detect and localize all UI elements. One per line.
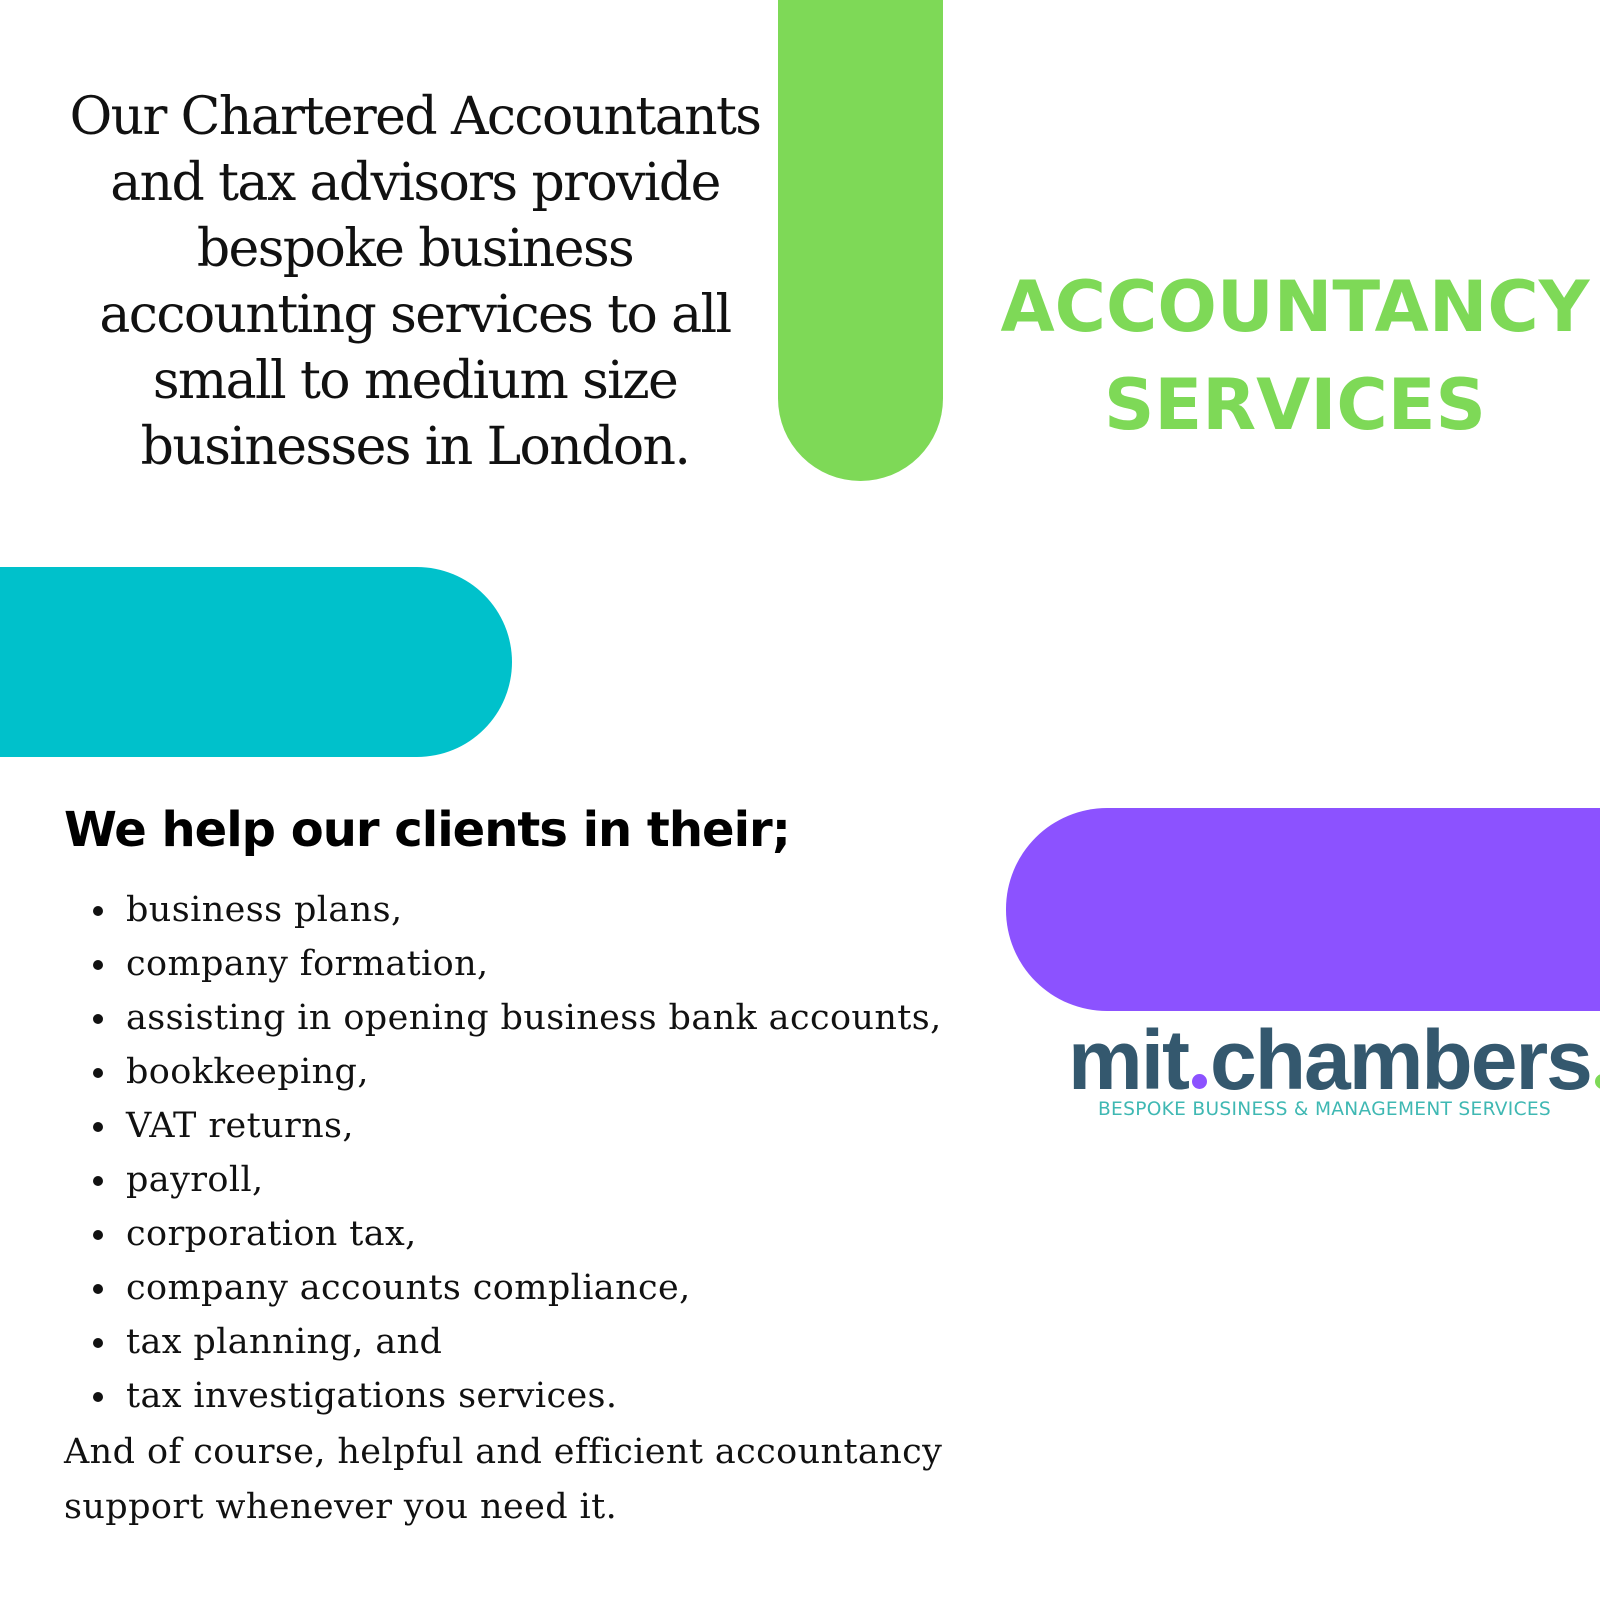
closing-paragraph [64, 1425, 964, 1535]
closing-line: support whenever you need it. [64, 1487, 618, 1527]
logo-wordmark [1068, 1013, 1600, 1107]
service-item: company formation, [88, 937, 942, 991]
service-item: bookkeeping, [88, 1045, 942, 1099]
service-item: corporation tax, [88, 1207, 942, 1261]
logo-tagline: BESPOKE BUSINESS & MANAGEMENT SERVICES [1098, 1099, 1552, 1120]
service-item: tax investigations services. [88, 1369, 942, 1423]
service-item: tax planning, and [88, 1315, 942, 1369]
closing-line: And of course, helpful and efficient accountancy [64, 1432, 943, 1472]
services-heading: We help our clients in their; [64, 802, 790, 858]
intro-line: Our Chartered Accountants [69, 87, 761, 147]
green-decorative-bar [778, 0, 943, 481]
logo-part-1: mit [1068, 1013, 1188, 1107]
teal-decorative-bar [0, 567, 512, 757]
service-item: payroll, [88, 1153, 942, 1207]
purple-decorative-bar [1006, 808, 1600, 1011]
headline-line-2: SERVICES [1104, 364, 1486, 446]
intro-line: and tax advisors provide [110, 153, 720, 213]
services-list [88, 883, 942, 1423]
intro-line: accounting services to all [99, 285, 731, 345]
intro-line: businesses in London. [140, 417, 690, 477]
company-logo [1068, 1013, 1598, 1128]
headline-line-1: ACCOUNTANCY [1000, 266, 1590, 348]
logo-dot-icon [1192, 1074, 1207, 1089]
intro-line: small to medium size [152, 351, 678, 411]
intro-line: bespoke business [196, 219, 634, 279]
service-item: VAT returns, [88, 1099, 942, 1153]
logo-dot-icon [1595, 1074, 1600, 1089]
headline [995, 258, 1595, 454]
service-item: company accounts compliance, [88, 1261, 942, 1315]
intro-paragraph [55, 84, 775, 480]
logo-part-2: chambers [1210, 1013, 1591, 1107]
service-item: business plans, [88, 883, 942, 937]
service-item: assisting in opening business bank accounts, [88, 991, 942, 1045]
